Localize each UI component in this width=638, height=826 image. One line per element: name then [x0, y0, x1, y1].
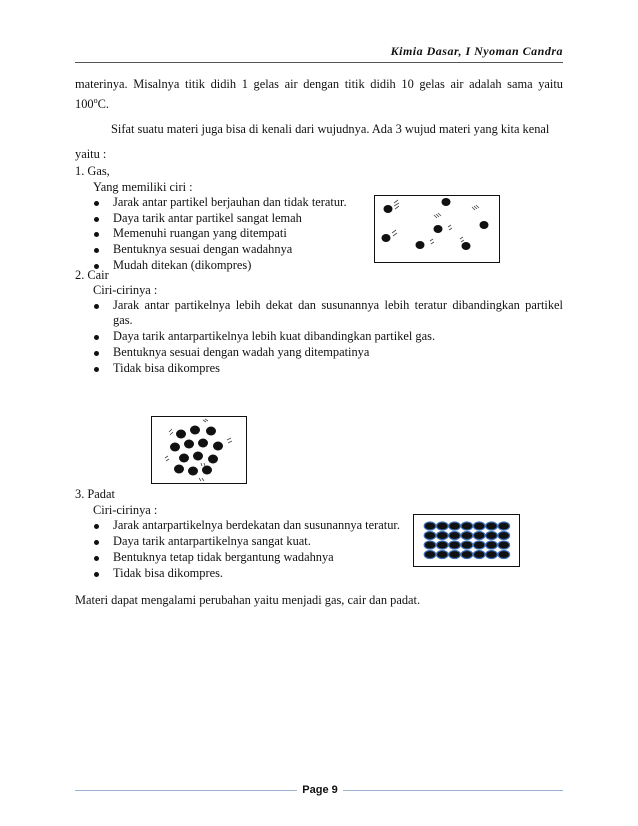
solid-particle	[437, 532, 449, 540]
solid-particle	[473, 522, 485, 530]
cair-heading: 2. Cair	[75, 268, 109, 282]
solid-particle	[461, 522, 473, 530]
header-rule	[75, 62, 563, 63]
intro-line-3: Sifat suatu materi juga bisa di kenali dari wujudnya. Ada 3 wujud materi yang kita kenal	[111, 122, 550, 136]
solid-particle	[461, 541, 473, 549]
bullet	[94, 524, 99, 529]
solid-particle	[486, 551, 498, 559]
bullet	[94, 201, 99, 206]
bullet	[94, 217, 99, 222]
gas-subheading: Yang memiliki ciri :	[93, 180, 193, 194]
cair-item: Tidak bisa dikompres	[113, 361, 220, 375]
solid-particle	[424, 532, 436, 540]
solid-particle	[424, 551, 436, 559]
degree-sign: o	[93, 95, 98, 105]
solid-particle	[449, 532, 461, 540]
solid-particle	[424, 522, 436, 530]
liquid-particle-diagram	[151, 416, 247, 484]
intro-line-2	[75, 96, 563, 113]
solid-particle	[449, 522, 461, 530]
bullet	[94, 304, 99, 309]
solid-particle	[486, 541, 498, 549]
solid-particle-diagram	[413, 514, 520, 567]
temperature-unit: C.	[97, 97, 109, 111]
gas-particle-diagram	[374, 195, 500, 263]
solid-particle	[498, 551, 510, 559]
footer-rule-left	[75, 790, 297, 791]
solid-particle	[437, 541, 449, 549]
intro-line-4: yaitu :	[75, 147, 107, 161]
gas-heading: 1. Gas,	[75, 164, 110, 178]
cair-item: Bentuknya sesuai dengan wadah yang ditempatinya	[113, 345, 370, 359]
gas-item: Mudah ditekan (dikompres)	[113, 258, 252, 272]
footer-rule-right	[343, 790, 563, 791]
gas-item: Jarak antar partikel berjauhan dan tidak teratur.	[113, 195, 347, 209]
cair-item: Daya tarik antarpartikelnya lebih kuat dibandingkan partikel gas.	[113, 329, 436, 343]
gas-item: Bentuknya sesuai dengan wadahnya	[113, 242, 293, 256]
solid-particle	[473, 551, 485, 559]
cair-subheading: Ciri-cirinya :	[93, 283, 158, 297]
gas-item: Daya tarik antar partikel sangat lemah	[113, 211, 302, 225]
bullet	[94, 232, 99, 237]
bullet	[94, 572, 99, 577]
solid-particle	[437, 522, 449, 530]
page-number: Page 9	[297, 782, 343, 796]
cair-item-continued: gas.	[113, 313, 133, 327]
bullet	[94, 556, 99, 561]
solid-particle	[461, 551, 473, 559]
bullet	[94, 248, 99, 253]
solid-particle	[449, 551, 461, 559]
closing-sentence: Materi dapat mengalami perubahan yaitu menjadi gas, cair dan padat.	[75, 593, 421, 607]
solid-particle	[461, 532, 473, 540]
solid-particle	[473, 541, 485, 549]
padat-subheading: Ciri-cirinya :	[93, 503, 158, 517]
bullet	[94, 367, 99, 372]
bullet	[94, 351, 99, 356]
solid-particle	[498, 532, 510, 540]
solid-particle	[473, 532, 485, 540]
solid-particle	[437, 551, 449, 559]
solid-particle	[498, 522, 510, 530]
solid-particle	[449, 541, 461, 549]
temperature-value: 100	[75, 97, 94, 111]
padat-item: Jarak antarpartikelnya berdekatan dan susunannya teratur.	[113, 518, 400, 532]
solid-particle	[498, 541, 510, 549]
padat-item: Tidak bisa dikompres.	[113, 566, 224, 580]
gas-item: Memenuhi ruangan yang ditempati	[113, 226, 287, 240]
solid-particle	[486, 522, 498, 530]
padat-item: Daya tarik antarpartikelnya sangat kuat.	[113, 534, 311, 548]
cair-item: Jarak antar partikelnya lebih dekat dan susunannya lebih teratur dibandingkan partikel	[113, 298, 563, 312]
bullet	[94, 335, 99, 340]
padat-item: Bentuknya tetap tidak bergantung wadahnya	[113, 550, 334, 564]
intro-line-1: materinya. Misalnya titik didih 1 gelas air dengan titik didih 10 gelas air adalah sama yaitu	[75, 77, 563, 91]
running-header: Kimia Dasar, I Nyoman Candra	[390, 44, 563, 58]
bullet	[94, 540, 99, 545]
padat-heading: 3. Padat	[75, 487, 115, 501]
solid-particle	[486, 532, 498, 540]
solid-particle	[424, 541, 436, 549]
